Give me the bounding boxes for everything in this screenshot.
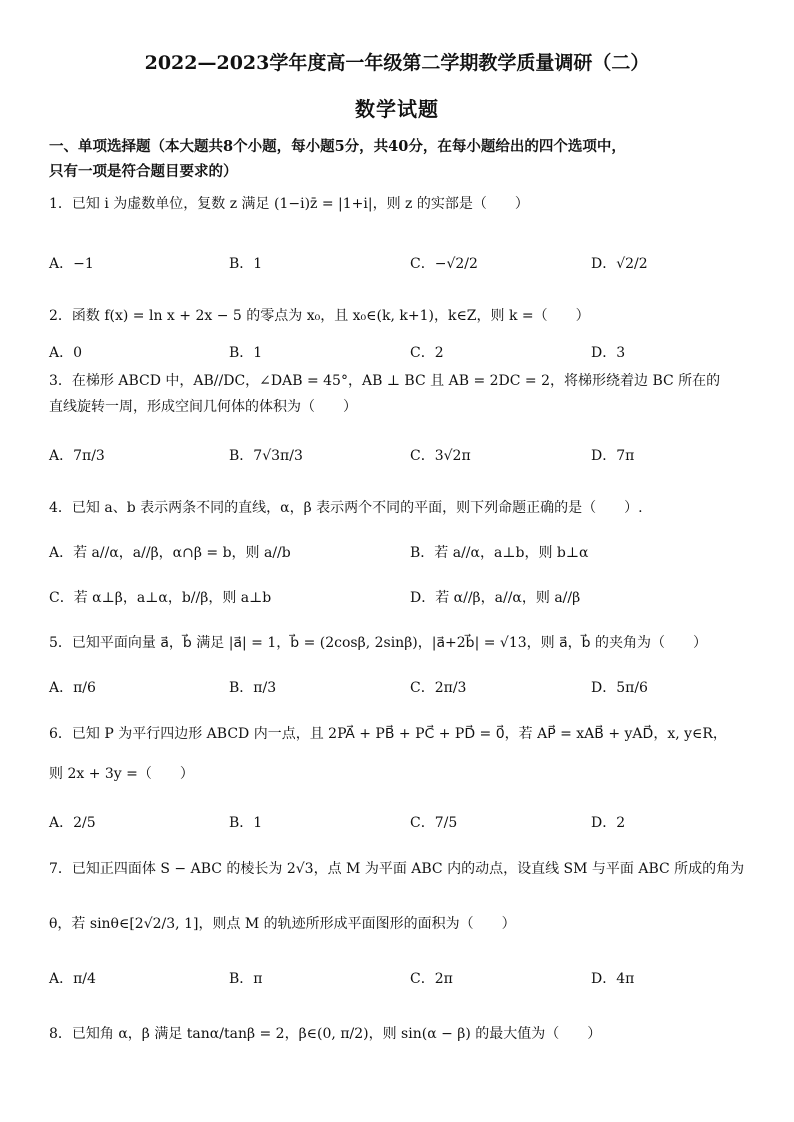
- question-3-option-d: D．7π: [591, 448, 635, 464]
- question-5-option-b: B．π/3: [229, 680, 277, 696]
- question-6-stem-cont: 则 2x + 3y =（ ）: [49, 766, 194, 782]
- question-1-option-d: D．√2/2: [591, 256, 648, 272]
- question-5-option-c: C．2π/3: [410, 680, 467, 696]
- question-1-option-a: A．−1: [49, 256, 94, 272]
- question-3-option-a: A．7π/3: [49, 448, 105, 464]
- page-subtitle: 数学试题: [355, 97, 439, 121]
- section-heading: 一、单项选择题（本大题共8个小题，每小题5分，共40分，在每小题给出的四个选项中，: [49, 138, 626, 155]
- question-2-option-b: B．1: [229, 345, 263, 361]
- question-1-option-c: C．−√2/2: [410, 256, 478, 272]
- question-7-option-a: A．π/4: [49, 971, 96, 987]
- question-6-stem: 6．已知 P 为平行四边形 ABCD 内一点，且 2PA⃗ + PB⃗ + PC⃗ + PD⃗ = 0⃗，若 AP⃗ = xAB⃗ + yAD⃗，x, y∈R，: [49, 726, 727, 742]
- question-6-option-d: D．2: [591, 815, 626, 831]
- question-7-option-d: D．4π: [591, 971, 635, 987]
- question-2-option-d: D．3: [591, 345, 626, 361]
- question-2-option-a: A．0: [49, 345, 83, 361]
- question-3-option-c: C．3√2π: [410, 448, 471, 464]
- question-5-stem: 5．已知平面向量 a⃗，b⃗ 满足 |a⃗| = 1，b⃗ = (2cosβ, 2sinβ)，|a⃗+2b⃗| = √13，则 a⃗，b⃗ 的夹角为（ ）: [49, 635, 708, 651]
- section-heading-cont: 只有一项是符合题目要求的）: [49, 163, 238, 180]
- question-2-option-c: C．2: [410, 345, 444, 361]
- question-6-option-b: B．1: [229, 815, 263, 831]
- question-4-stem: 4．已知 a、b 表示两条不同的直线，α，β 表示两个不同的平面，则下列命题正确的是（ ）.: [49, 500, 643, 516]
- question-6-option-c: C．7/5: [410, 815, 458, 831]
- question-3-stem: 3．在梯形 ABCD 中，AB//DC，∠DAB = 45°，AB ⊥ BC 且 AB = 2DC = 2，将梯形绕着边 BC 所在的: [49, 373, 721, 389]
- question-3-stem-cont: 直线旋转一周，形成空间几何体的体积为（ ）: [49, 399, 357, 415]
- question-7-stem: 7．已知正四面体 S − ABC 的棱长为 2√3，点 M 为平面 ABC 内的动点，设直线 SM 与平面 ABC 所成的角为: [49, 861, 745, 877]
- question-4-option-c: C．若 α⊥β，a⊥α，b//β，则 a⊥b: [49, 590, 272, 606]
- question-1-option-b: B．1: [229, 256, 263, 272]
- question-4-option-b: B．若 a//α，a⊥b，则 b⊥α: [410, 545, 589, 561]
- question-1-stem: 1．已知 i 为虚数单位，复数 z 满足 (1−i)z̄ = |1+i|，则 z 的实部是（ ）: [49, 196, 529, 212]
- question-7-option-b: B．π: [229, 971, 263, 987]
- question-7-option-c: C．2π: [410, 971, 453, 987]
- page-title: 2022—2023学年度高一年级第二学期教学质量调研（二）: [144, 52, 650, 74]
- question-8-stem: 8．已知角 α，β 满足 tanα/tanβ = 2，β∈(0, π/2)，则 sin(α − β) 的最大值为（ ）: [49, 1026, 602, 1042]
- question-2-stem: 2．函数 f(x) = ln x + 2x − 5 的零点为 x₀，且 x₀∈(k, k+1)，k∈Z，则 k =（ ）: [49, 308, 590, 324]
- question-5-option-a: A．π/6: [49, 680, 96, 696]
- question-4-option-d: D．若 α//β，a//α，则 a//β: [410, 590, 581, 606]
- question-6-option-a: A．2/5: [49, 815, 96, 831]
- question-3-option-b: B．7√3π/3: [229, 448, 303, 464]
- question-4-option-a: A．若 a//α，a//β，α∩β = b，则 a//b: [49, 545, 291, 561]
- question-7-stem-cont: θ，若 sinθ∈[2√2/3, 1]，则点 M 的轨迹所形成平面图形的面积为（ ）: [49, 916, 516, 932]
- question-5-option-d: D．5π/6: [591, 680, 648, 696]
